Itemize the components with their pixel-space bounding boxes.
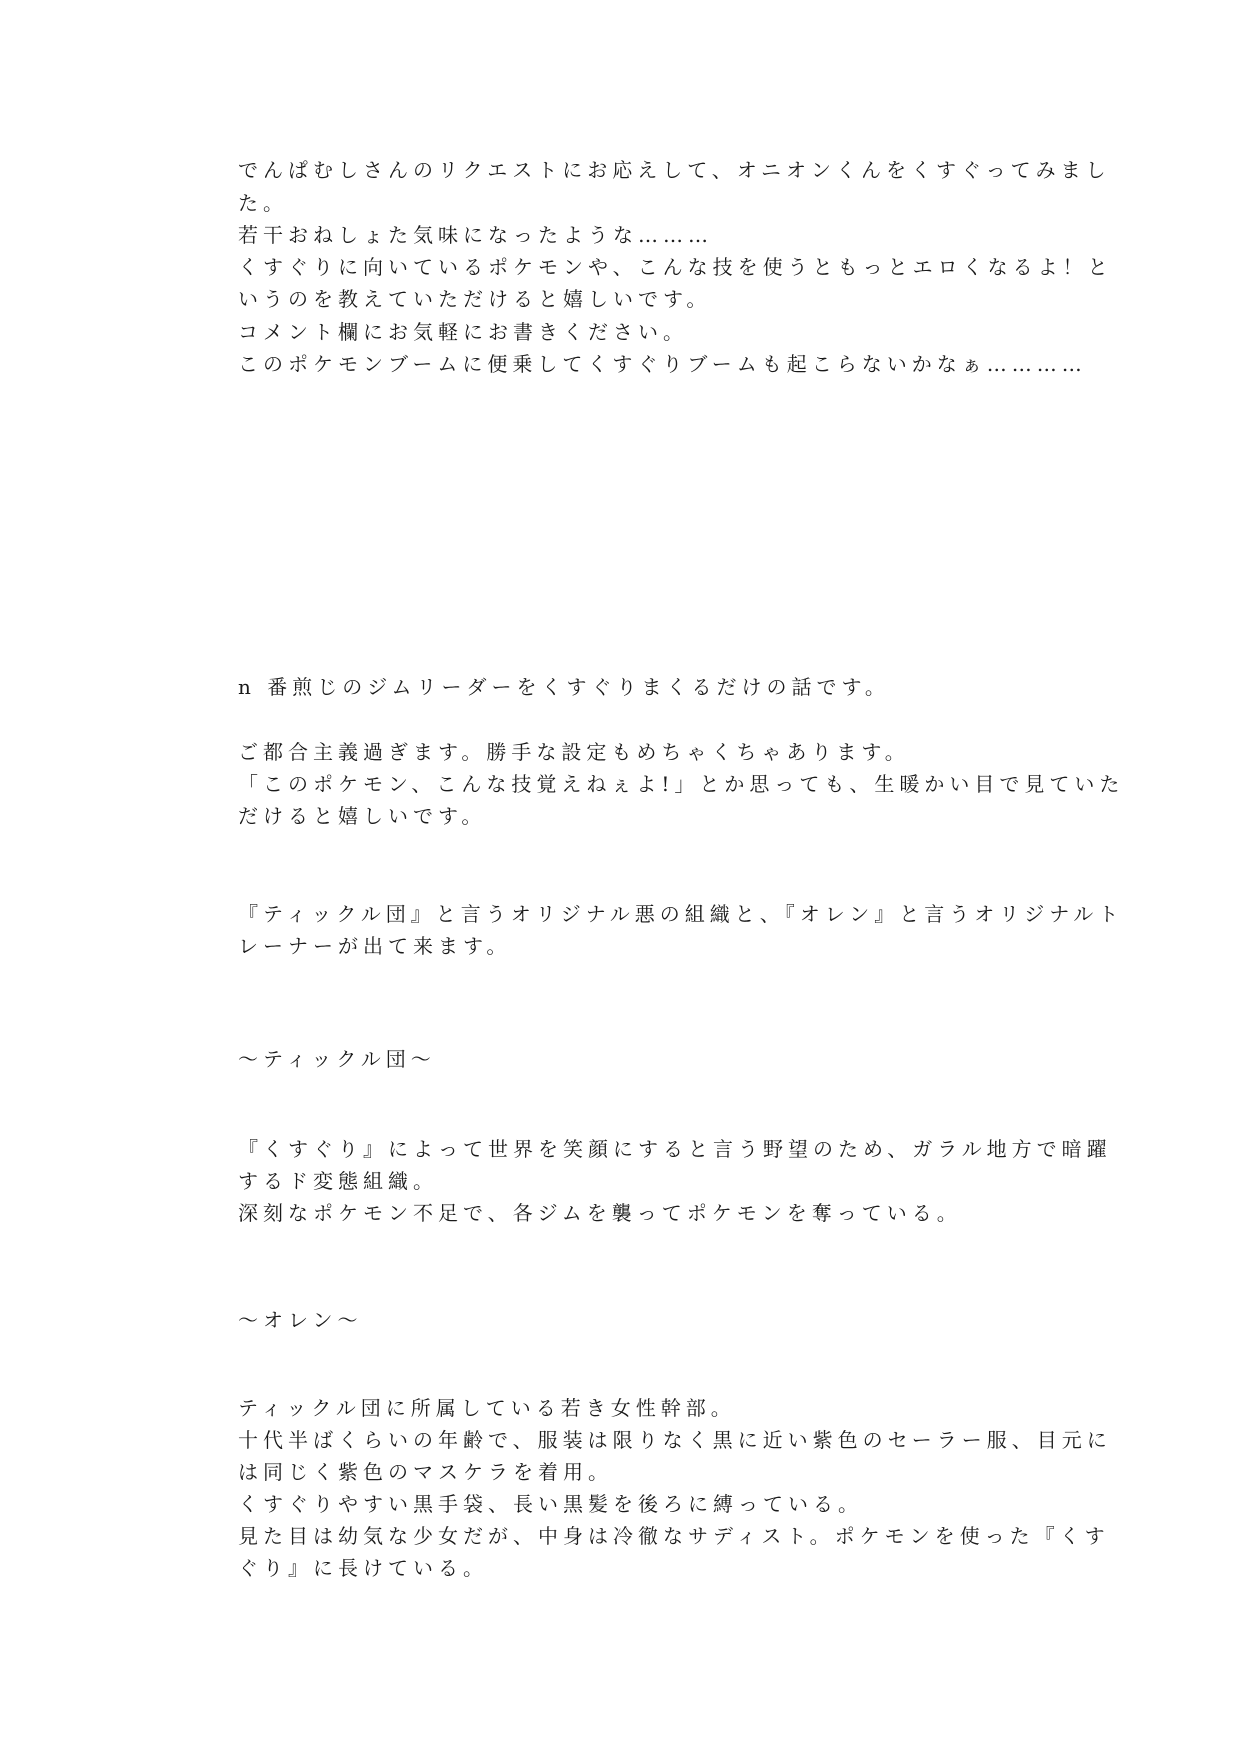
note-line: このポケモンブームに便乗してくすぐりブームも起こらないかなぁ…………: [238, 352, 1087, 376]
intro-originals-line: 『ティックル団』と言うオリジナル悪の組織と、『オレン』と言うオリジナルト: [238, 902, 1124, 926]
intro-originals-line: レーナーが出て来ます。: [238, 934, 512, 958]
tickle-team-heading: 〜ティックル団〜: [238, 1047, 436, 1071]
intro-summary: n 番煎じのジムリーダーをくすぐりまくるだけの話です。: [238, 675, 890, 699]
intro-disclaimer-line: だけると嬉しいです。: [238, 804, 487, 828]
oren-description-line: ティックル団に所属している若き女性幹部。: [238, 1396, 736, 1420]
intro-disclaimer-line: ご都合主義過ぎます。勝手な設定もめちゃくちゃあります。: [238, 740, 910, 764]
note-line: いうのを教えていただけると嬉しいです。: [238, 287, 712, 311]
oren-description-line: 見た目は幼気な少女だが、中身は冷徹なサディスト。ポケモンを使った『くす: [238, 1524, 1110, 1548]
note-line: コメント欄にお気軽にお書きください。: [238, 320, 688, 344]
note-line: くすぐりに向いているポケモンや、こんな技を使うともっとエロくなるよ！と: [238, 255, 1113, 279]
tickle-team-description-line: 深刻なポケモン不足で、各ジムを襲ってポケモンを奪っている。: [238, 1201, 962, 1225]
tickle-team-description-line: 『くすぐり』によって世界を笑顔にすると言う野望のため、ガラル地方で暗躍: [238, 1137, 1112, 1161]
oren-description-line: ぐり』に長けている。: [238, 1556, 488, 1580]
note-line: た。: [238, 191, 288, 215]
oren-description-line: くすぐりやすい黒手袋、長い黒髪を後ろに縛っている。: [238, 1492, 863, 1516]
note-line: 若干おねしょた気味になったような………: [238, 223, 713, 247]
intro-disclaimer-line: 「このポケモン、こんな技覚えねぇよ!」とか思っても、生暖かい目で見ていた: [238, 772, 1125, 796]
oren-description-line: は同じく紫色のマスケラを着用。: [238, 1460, 613, 1484]
oren-description-line: 十代半ばくらいの年齢で、服装は限りなく黒に近い紫色のセーラー服、目元に: [238, 1428, 1112, 1452]
tickle-team-description-line: するド変態組織。: [238, 1169, 438, 1193]
oren-heading: 〜オレン〜: [238, 1308, 363, 1332]
note-line: でんぱむしさんのリクエストにお応えして、オニオンくんをくすぐってみまし: [238, 158, 1111, 182]
